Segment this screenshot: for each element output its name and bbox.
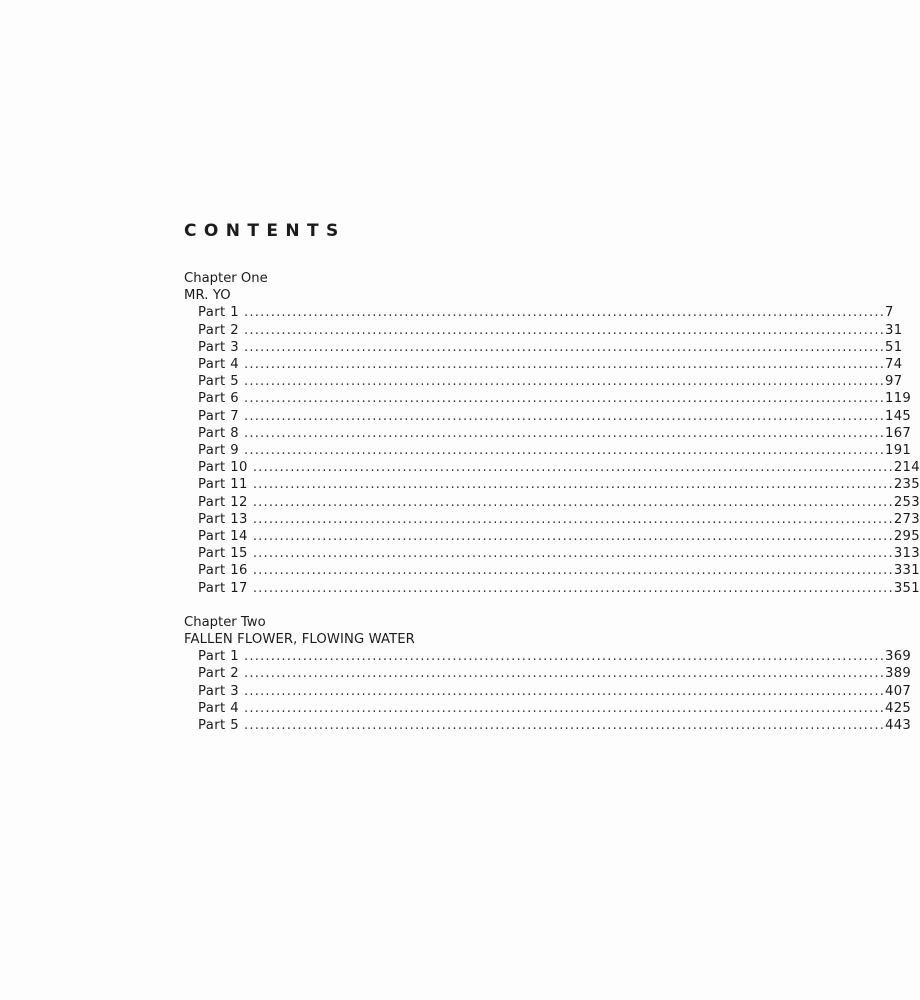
toc-entry (198, 425, 912, 442)
dot-leader: ........................................................................................................................ (252, 529, 894, 545)
entry-label: Part 11 (198, 477, 248, 493)
toc-entry (198, 322, 903, 339)
chapter-label: Chapter One (184, 271, 268, 286)
entry-page-number: 369 (885, 649, 912, 665)
entry-label: Part 4 (198, 700, 240, 716)
chapter-entry-list (184, 648, 912, 734)
entry-label: Part 3 (198, 339, 240, 355)
dot-leader: ........................................................................................................................ (244, 322, 886, 338)
toc-entry (198, 665, 912, 682)
dot-leader: ........................................................................................................................ (244, 666, 886, 682)
toc-entry (198, 373, 903, 390)
entry-page-number: 389 (885, 666, 912, 682)
dot-leader: ........................................................................................................................ (244, 425, 886, 441)
toc-entry (198, 459, 920, 476)
toc-entry (198, 390, 912, 407)
entry-label: Part 9 (198, 443, 240, 459)
entry-label: Part 6 (198, 391, 240, 407)
entry-label: Part 13 (198, 511, 248, 527)
entry-page-number: 191 (885, 443, 912, 459)
toc-entry (198, 717, 912, 734)
entry-label: Part 3 (198, 683, 240, 699)
entry-page-number: 331 (893, 563, 920, 579)
entry-page-number: 214 (893, 460, 920, 476)
chapter-entry-list (184, 304, 920, 596)
toc-entry (198, 476, 920, 493)
toc-entry (198, 562, 920, 579)
entry-page-number: 145 (885, 408, 912, 424)
toc-entry (198, 700, 912, 717)
toc-entry (198, 339, 903, 356)
chapter-title: FALLEN FLOWER, FLOWING WATER (184, 632, 415, 648)
entry-label: Part 5 (198, 374, 240, 390)
entry-page-number: 443 (885, 718, 912, 734)
toc-entry (198, 494, 920, 511)
toc-entry (198, 580, 920, 597)
dot-leader: ........................................................................................................................ (244, 649, 886, 665)
entry-page-number: 273 (893, 511, 920, 527)
entry-page-number: 235 (893, 477, 920, 493)
dot-leader: ........................................................................................................................ (244, 443, 886, 459)
entry-page-number: 351 (893, 580, 920, 596)
dot-leader: ........................................................................................................................ (252, 580, 894, 596)
entry-label: Part 4 (198, 357, 240, 373)
entry-page-number: 425 (885, 700, 912, 716)
chapter-section (184, 614, 912, 734)
toc-entry (198, 683, 912, 700)
entry-label: Part 5 (198, 718, 240, 734)
entry-page-number: 407 (885, 683, 912, 699)
entry-label: Part 1 (198, 305, 240, 321)
dot-leader: ........................................................................................................................ (244, 718, 886, 734)
chapter-section (184, 270, 920, 597)
entry-page-number: 7 (885, 305, 894, 321)
toc-entry (198, 304, 894, 321)
toc-entry (198, 442, 912, 459)
toc-entry (198, 545, 920, 562)
dot-leader: ........................................................................................................................ (252, 546, 894, 562)
entry-page-number: 97 (885, 374, 903, 390)
toc-entry (198, 356, 903, 373)
toc-entry (198, 511, 920, 528)
toc-entry (198, 408, 912, 425)
dot-leader: ........................................................................................................................ (244, 683, 886, 699)
entry-page-number: 51 (885, 339, 903, 355)
dot-leader: ........................................................................................................................ (244, 374, 886, 390)
entry-label: Part 7 (198, 408, 240, 424)
entry-label: Part 14 (198, 529, 248, 545)
dot-leader: ........................................................................................................................ (244, 305, 886, 321)
entry-label: Part 17 (198, 580, 248, 596)
entry-page-number: 253 (893, 494, 920, 510)
entry-label: Part 16 (198, 563, 248, 579)
entry-page-number: 167 (885, 425, 912, 441)
entry-label: Part 8 (198, 425, 240, 441)
entry-page-number: 295 (893, 529, 920, 545)
toc-entry (198, 648, 912, 665)
chapter-label: Chapter Two (184, 614, 266, 630)
dot-leader: ........................................................................................................................ (252, 460, 894, 476)
entry-page-number: 119 (885, 391, 912, 407)
chapter-title: MR. YO (184, 288, 231, 304)
entry-page-number: 74 (885, 357, 903, 373)
toc-entry (198, 528, 920, 545)
entry-label: Part 10 (198, 460, 248, 476)
entry-label: Part 2 (198, 322, 240, 338)
entry-label: Part 1 (198, 649, 240, 665)
table-of-contents (184, 220, 920, 751)
page-title: CONTENTS (184, 221, 346, 241)
entry-label: Part 15 (198, 546, 248, 562)
dot-leader: ........................................................................................................................ (244, 700, 886, 716)
dot-leader: ........................................................................................................................ (244, 357, 886, 373)
dot-leader: ........................................................................................................................ (252, 563, 894, 579)
dot-leader: ........................................................................................................................ (244, 339, 886, 355)
dot-leader: ........................................................................................................................ (252, 494, 894, 510)
dot-leader: ........................................................................................................................ (252, 511, 894, 527)
dot-leader: ........................................................................................................................ (244, 391, 886, 407)
entry-label: Part 12 (198, 494, 248, 510)
dot-leader: ........................................................................................................................ (252, 477, 894, 493)
entry-page-number: 313 (893, 546, 920, 562)
entry-page-number: 31 (885, 322, 903, 338)
dot-leader: ........................................................................................................................ (244, 408, 886, 424)
entry-label: Part 2 (198, 666, 240, 682)
